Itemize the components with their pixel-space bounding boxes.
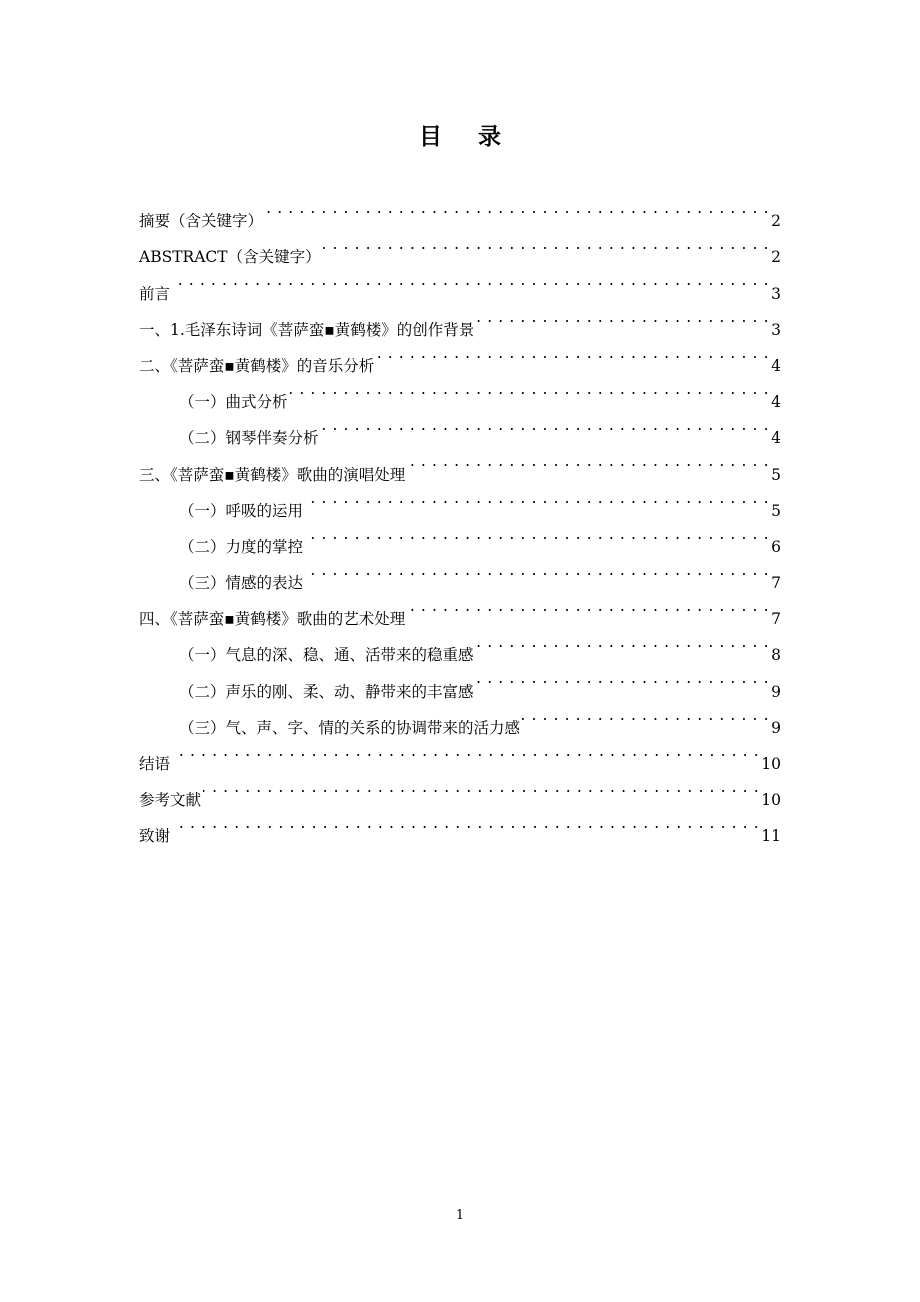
toc-entry-acknowledgements[interactable] — [139, 805, 781, 846]
toc-dot-leader — [522, 697, 769, 733]
toc-dot-leader — [265, 190, 769, 226]
toc-entry-label: 结语 — [139, 755, 171, 773]
toc-entry-chapter-1[interactable] — [139, 299, 781, 339]
toc-dot-leader — [407, 443, 769, 479]
toc-entry-page: 10 — [761, 791, 781, 810]
toc-entry-label: （二）声乐的刚、柔、动、静带来的丰富感 — [179, 682, 474, 701]
toc-entry-label: 摘要（含关键字） — [139, 212, 264, 231]
toc-entry-abstract-cn[interactable] — [139, 190, 781, 231]
toc-entry-page: 4 — [771, 356, 781, 375]
toc-entry-label: ABSTRACT（含关键字） — [139, 248, 321, 267]
toc-dot-leader — [305, 552, 769, 588]
toc-entry-page: 2 — [771, 212, 781, 231]
toc-entry-label: 致谢 — [139, 827, 171, 846]
toc-dot-leader — [376, 335, 769, 371]
toc-entry-page: 4 — [771, 393, 781, 412]
toc-entry-label: （一）曲式分析 — [179, 393, 288, 412]
toc-entry-label: 一、1.毛泽东诗词《菩萨蛮▪黄鹤楼》的创作背景 — [139, 320, 475, 339]
toc-dot-leader — [323, 226, 770, 262]
toc-entry-page: 6 — [771, 537, 781, 556]
toc-entry-label: （三）气、声、字、情的关系的协调带来的活力感 — [179, 718, 521, 737]
toc-dot-leader — [305, 480, 769, 516]
toc-entry-label: （三）情感的表达 — [179, 574, 304, 593]
toc-dot-leader — [203, 769, 759, 805]
toc-entry-page: 11 — [761, 827, 781, 846]
toc-entry-label: 四、《菩萨蛮▪黄鹤楼》歌曲的艺术处理 — [139, 610, 406, 629]
toc-dot-leader — [476, 299, 769, 335]
toc-dot-leader — [172, 805, 759, 841]
toc-entry-page: 5 — [771, 501, 781, 520]
toc-entry-label: 参考文献 — [139, 791, 202, 810]
toc-entry-label: 前言 — [139, 284, 171, 303]
toc-entry-page: 10 — [761, 755, 781, 773]
toc-dot-leader — [407, 588, 769, 624]
toc-entry-page: 3 — [771, 320, 781, 339]
toc-entry-label: 二、《菩萨蛮▪黄鹤楼》的音乐分析 — [139, 356, 375, 375]
toc-entry-preface[interactable] — [139, 262, 781, 303]
toc-entry-page: 2 — [771, 248, 781, 267]
toc-dot-leader — [290, 371, 770, 407]
toc-entry-page: 7 — [771, 610, 781, 629]
toc-dot-leader — [476, 660, 770, 696]
toc-dot-leader — [321, 407, 770, 443]
table-of-contents — [139, 190, 781, 846]
toc-dot-leader — [172, 262, 769, 298]
toc-entry-label: （二）力度的掌控 — [179, 537, 304, 556]
toc-entry-label: （一）呼吸的运用 — [179, 501, 304, 520]
toc-entry-page: 7 — [771, 574, 781, 593]
toc-dot-leader — [305, 516, 769, 552]
toc-entry-label: （二）钢琴伴奏分析 — [179, 429, 319, 448]
toc-entry-page: 4 — [771, 429, 781, 448]
page-title: 目 录 — [418, 124, 515, 150]
toc-entry-conclusion[interactable] — [139, 733, 781, 773]
toc-dot-leader — [476, 624, 770, 660]
toc-entry-references[interactable] — [139, 769, 781, 810]
toc-entry-page: 3 — [771, 284, 781, 303]
toc-entry-label: 三、《菩萨蛮▪黄鹤楼》歌曲的演唱处理 — [139, 465, 406, 484]
toc-entry-page: 8 — [771, 646, 781, 665]
footer-page-number: 1 — [455, 1208, 465, 1223]
toc-entry-page: 5 — [771, 465, 781, 484]
toc-dot-leader — [172, 733, 759, 769]
toc-entry-page: 9 — [771, 718, 781, 737]
toc-entry-label: （一）气息的深、稳、通、活带来的稳重感 — [179, 646, 474, 665]
toc-entry-page: 9 — [771, 682, 781, 701]
